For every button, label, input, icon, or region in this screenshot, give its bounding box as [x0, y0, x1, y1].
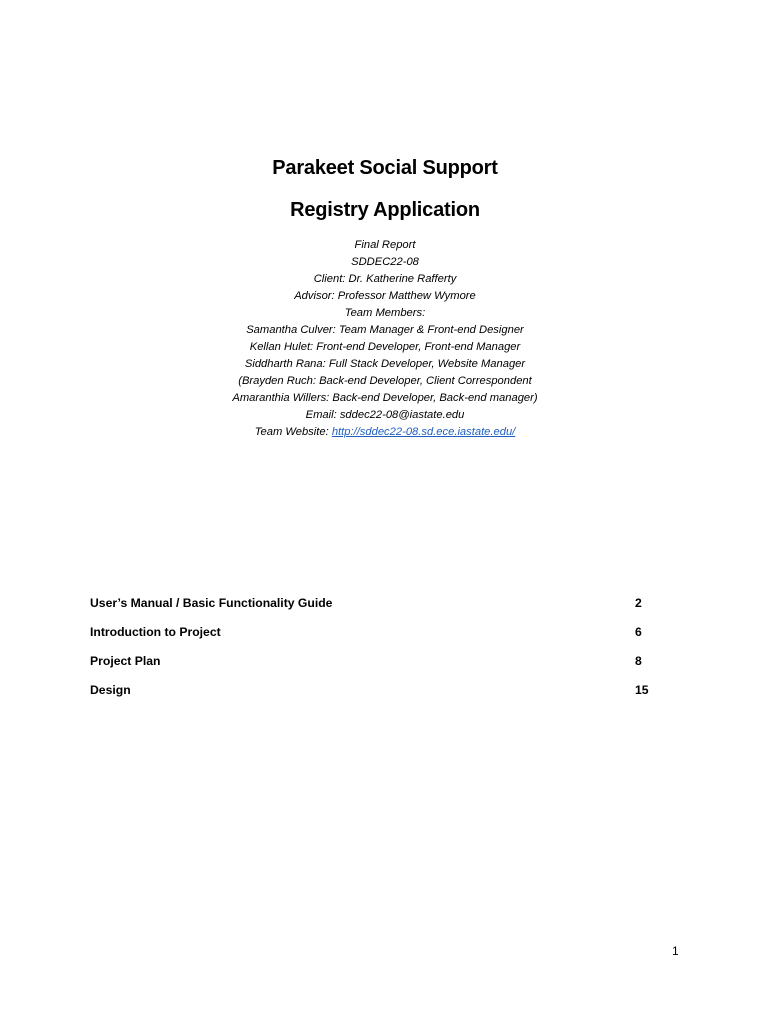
advisor-line: Advisor: Professor Matthew Wymore: [294, 290, 476, 302]
page-number: 1: [672, 944, 679, 958]
team-member: (Brayden Ruch: Back-end Developer, Client Correspondent: [238, 375, 532, 387]
report-type: Final Report: [354, 239, 416, 251]
toc-entry-page: 6: [635, 625, 642, 639]
toc-entry-title: User’s Manual / Basic Functionality Guide: [90, 596, 333, 610]
document-title-line1: Parakeet Social Support: [272, 157, 498, 179]
toc-entry: [90, 625, 660, 654]
toc-entry-title: Project Plan: [90, 654, 161, 668]
website-link[interactable]: http://sddec22-08.sd.ece.iastate.edu/: [331, 426, 516, 438]
toc-entry-page: 15: [635, 683, 649, 697]
toc-entry-page: 2: [635, 596, 642, 610]
toc-entry-title: Introduction to Project: [90, 625, 221, 639]
team-member: Samantha Culver: Team Manager & Front-end Designer: [246, 324, 524, 336]
email-line: Email: sddec22-08@iastate.edu: [305, 409, 465, 421]
website-label: Team Website:: [254, 426, 332, 438]
toc-entry-title: Design: [90, 683, 131, 697]
team-member: Siddharth Rana: Full Stack Developer, Website Manager: [244, 358, 526, 370]
report-info-block: [0, 237, 770, 441]
document-title-line2: Registry Application: [290, 199, 480, 221]
team-member: Amaranthia Willers: Back-end Developer, Back-end manager): [232, 392, 538, 404]
team-member: Kellan Hulet: Front-end Developer, Front-end Manager: [249, 341, 521, 353]
toc-entry: [90, 596, 660, 625]
toc-entry-page: 8: [635, 654, 642, 668]
team-id: SDDEC22-08: [351, 256, 419, 268]
website-line: [0, 424, 770, 441]
team-members-heading: Team Members:: [344, 307, 426, 319]
toc-entry: [90, 683, 660, 712]
toc-entry: [90, 654, 660, 683]
client-line: Client: Dr. Katherine Rafferty: [313, 273, 457, 285]
table-of-contents: [90, 596, 660, 712]
